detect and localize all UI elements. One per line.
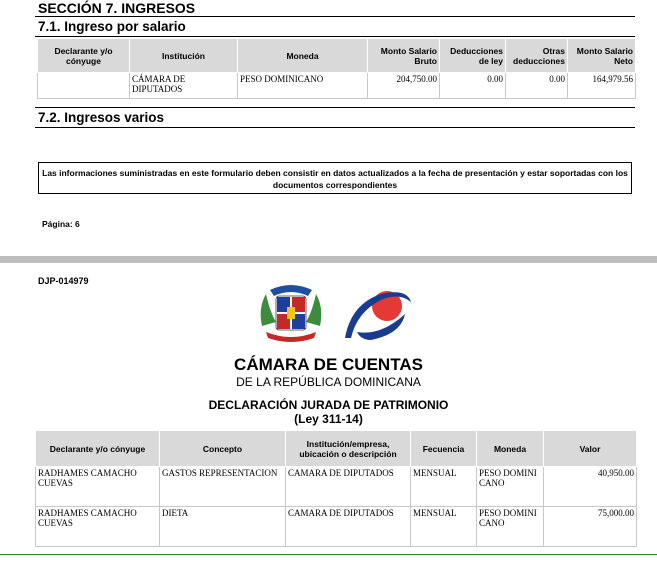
salary-header-otras: Otras deducciones <box>506 39 568 73</box>
varios-top-rule <box>35 107 635 108</box>
table-row <box>38 73 636 99</box>
cell-bruto: 204,750.00 <box>368 73 440 99</box>
salary-table <box>37 38 636 99</box>
cell-deducciones: 0.00 <box>440 73 506 99</box>
cell-concepto: GASTOS REPRESENTACION <box>160 467 286 507</box>
cell-declarante <box>38 73 130 99</box>
cell-declarante: RADHAMES CAMACHO CUEVAS <box>36 507 160 547</box>
declaration-law: (Ley 311-14) <box>294 412 363 426</box>
income-table <box>35 430 637 547</box>
coat-of-arms-icon <box>256 282 326 346</box>
cell-institucion: CAMARA DE DIPUTADOS <box>286 467 411 507</box>
cell-frecuencia: MENSUAL <box>411 467 477 507</box>
page-number: Página: 6 <box>42 219 80 229</box>
salary-header-moneda: Moneda <box>238 39 368 73</box>
cell-valor: 40,950.00 <box>544 467 637 507</box>
section-rule <box>35 16 635 17</box>
cell-moneda: PESO DOMINICANO <box>477 467 544 507</box>
cell-valor: 75,000.00 <box>544 507 637 547</box>
org-name: CÁMARA DE CUENTAS <box>234 355 423 374</box>
salary-header-institucion: Institución <box>130 39 238 73</box>
camara-cuentas-logo-icon <box>341 284 413 344</box>
document-id: DJP-014979 <box>38 276 89 286</box>
salary-header-declarante: Declarante y/o cónyuge <box>38 39 130 73</box>
table-row <box>36 467 637 507</box>
salary-rule <box>35 36 635 37</box>
cell-institucion: CAMARA DE DIPUTADOS <box>286 507 411 547</box>
page-divider <box>0 256 657 263</box>
cell-moneda: PESO DOMINICANO <box>477 507 544 547</box>
notice-box: Las informaciones suministradas en este formulario deben consistir en datos actualizados a la fecha de presentación y estar soportadas con los documentos correspondientes <box>38 162 632 194</box>
salary-subtitle: 7.1. Ingreso por salario <box>38 19 186 34</box>
income-header-institucion: Institución/empresa, ubicación o descripción <box>286 431 411 467</box>
cell-concepto: DIETA <box>160 507 286 547</box>
income-header-concepto: Concepto <box>160 431 286 467</box>
cell-institucion: CÁMARA DE DIPUTADOS <box>130 73 238 99</box>
cell-neto: 164,979.56 <box>568 73 636 99</box>
cell-declarante: RADHAMES CAMACHO CUEVAS <box>36 467 160 507</box>
salary-header-bruto: Monto Salario Bruto <box>368 39 440 73</box>
declaration-title: DECLARACIÓN JURADA DE PATRIMONIO <box>208 398 449 412</box>
table-row <box>36 507 637 547</box>
salary-header-neto: Monto Salario Neto <box>568 39 636 73</box>
varios-subtitle: 7.2. Ingresos varios <box>38 110 165 125</box>
cell-frecuencia: MENSUAL <box>411 507 477 547</box>
org-subname: DE LA REPÚBLICA DOMINICANA <box>236 375 421 389</box>
varios-rule <box>35 127 635 128</box>
income-header-moneda: Moneda <box>477 431 544 467</box>
section-title: SECCIÓN 7. INGRESOS <box>38 0 196 16</box>
salary-header-deducciones: Deducciones de ley <box>440 39 506 73</box>
income-header-valor: Valor <box>544 431 637 467</box>
income-header-declarante: Declarante y/o cónyuge <box>36 431 160 467</box>
cell-otras: 0.00 <box>506 73 568 99</box>
income-header-frecuencia: Fecuencia <box>411 431 477 467</box>
bottom-rule <box>0 554 657 555</box>
cell-moneda: PESO DOMINICANO <box>238 73 368 99</box>
